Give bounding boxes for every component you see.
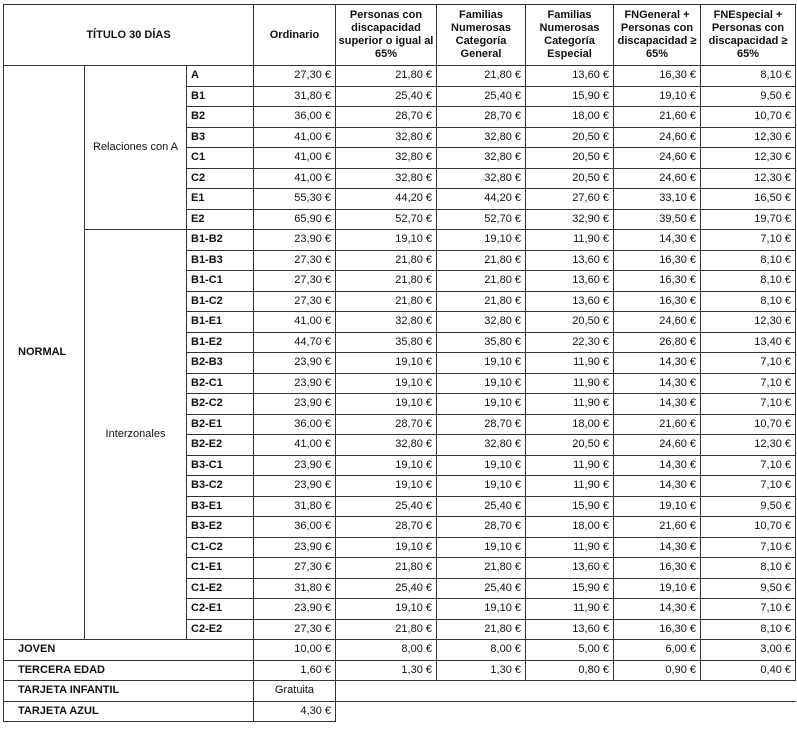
fare-value: 23,90 € <box>254 537 336 558</box>
fare-value: 9,50 € <box>701 496 796 517</box>
fare-value: 16,30 € <box>614 619 701 640</box>
fare-value: 22,30 € <box>526 332 614 353</box>
fare-value: 9,50 € <box>701 578 796 599</box>
zone-code: B3 <box>187 127 254 148</box>
fare-value: 28,70 € <box>437 107 526 128</box>
fare-value: 11,90 € <box>526 537 614 558</box>
fare-value: 11,90 € <box>526 373 614 394</box>
fare-value: 10,70 € <box>701 414 796 435</box>
fare-value: 24,60 € <box>614 127 701 148</box>
fare-value: 7,10 € <box>701 373 796 394</box>
fare-value: 32,80 € <box>437 435 526 456</box>
fare-value: 24,60 € <box>614 148 701 169</box>
fare-value: 11,90 € <box>526 230 614 251</box>
fare-value: 19,10 € <box>614 578 701 599</box>
fare-value: 8,00 € <box>437 640 526 661</box>
fare-value: 21,80 € <box>437 558 526 579</box>
fare-value: 14,30 € <box>614 537 701 558</box>
fare-value: 19,10 € <box>614 86 701 107</box>
fare-value: 19,10 € <box>437 599 526 620</box>
column-header: Personas con discapacidad superior o igual al 65% <box>336 5 437 66</box>
fare-value: 44,70 € <box>254 332 336 353</box>
fare-value: 19,10 € <box>336 230 437 251</box>
fare-value: 35,80 € <box>437 332 526 353</box>
table-row <box>4 66 796 87</box>
fare-value: 9,50 € <box>701 86 796 107</box>
fare-value: 16,30 € <box>614 271 701 292</box>
fare-value: 23,90 € <box>254 394 336 415</box>
fare-value: 25,40 € <box>336 86 437 107</box>
fare-value: 31,80 € <box>254 86 336 107</box>
fare-value: 10,00 € <box>254 640 336 661</box>
table-row <box>4 681 796 702</box>
fare-value: 27,30 € <box>254 619 336 640</box>
fare-value: 19,10 € <box>336 476 437 497</box>
zone-code: B2-E2 <box>187 435 254 456</box>
fare-value: 19,10 € <box>336 599 437 620</box>
fare-value: 25,40 € <box>437 496 526 517</box>
fare-value: 1,30 € <box>336 660 437 681</box>
zone-code: B1-E1 <box>187 312 254 333</box>
fare-value: 13,60 € <box>526 558 614 579</box>
fare-value: 14,30 € <box>614 455 701 476</box>
fare-value: 13,60 € <box>526 619 614 640</box>
column-header: Familias Numerosas Categoría General <box>437 5 526 66</box>
zone-code: B1-C1 <box>187 271 254 292</box>
fare-value: 24,60 € <box>614 312 701 333</box>
fare-value: 19,10 € <box>437 455 526 476</box>
fare-value: 11,90 € <box>526 394 614 415</box>
fare-value: 19,10 € <box>437 373 526 394</box>
fare-value: 8,10 € <box>701 271 796 292</box>
fare-value: 28,70 € <box>437 517 526 538</box>
fare-value: 19,10 € <box>437 230 526 251</box>
fare-value: 21,80 € <box>437 291 526 312</box>
fare-value: 0,40 € <box>701 660 796 681</box>
fare-value: 19,70 € <box>701 209 796 230</box>
fare-value: 41,00 € <box>254 148 336 169</box>
fare-value: 11,90 € <box>526 599 614 620</box>
fare-value: 19,10 € <box>336 455 437 476</box>
fare-value: 10,70 € <box>701 107 796 128</box>
fare-value: 15,90 € <box>526 496 614 517</box>
fare-value: 19,10 € <box>437 353 526 374</box>
fare-value: 19,10 € <box>336 373 437 394</box>
fare-value: 27,30 € <box>254 250 336 271</box>
fare-value: 18,00 € <box>526 414 614 435</box>
fare-value: 32,80 € <box>437 168 526 189</box>
zone-code: C1-C2 <box>187 537 254 558</box>
fare-value: 0,80 € <box>526 660 614 681</box>
fare-value: 8,10 € <box>701 66 796 87</box>
zone-code: B1-C2 <box>187 291 254 312</box>
fare-value: 18,00 € <box>526 107 614 128</box>
fare-value: 14,30 € <box>614 599 701 620</box>
table-row <box>4 701 796 722</box>
fare-value: 7,10 € <box>701 394 796 415</box>
fare-value: 1,30 € <box>437 660 526 681</box>
table-row <box>4 640 796 661</box>
fare-value: 14,30 € <box>614 476 701 497</box>
fare-value: 21,80 € <box>336 291 437 312</box>
zone-code: B1 <box>187 86 254 107</box>
fare-value: 21,80 € <box>336 250 437 271</box>
fare-value: 23,90 € <box>254 353 336 374</box>
fare-value: 36,00 € <box>254 414 336 435</box>
zone-code: E2 <box>187 209 254 230</box>
fare-value: 23,90 € <box>254 599 336 620</box>
fare-value: 39,50 € <box>614 209 701 230</box>
zone-code: E1 <box>187 189 254 210</box>
fare-value: 12,30 € <box>701 435 796 456</box>
fare-value: 20,50 € <box>526 168 614 189</box>
fare-value: 28,70 € <box>336 414 437 435</box>
fare-value: 14,30 € <box>614 373 701 394</box>
fare-value: 27,30 € <box>254 271 336 292</box>
fare-value: 16,50 € <box>701 189 796 210</box>
fare-value: 25,40 € <box>336 578 437 599</box>
fare-value: 24,60 € <box>614 168 701 189</box>
fare-value: 41,00 € <box>254 127 336 148</box>
fare-value: 55,30 € <box>254 189 336 210</box>
fare-value: 35,80 € <box>336 332 437 353</box>
fare-value: 13,60 € <box>526 291 614 312</box>
fare-value: 21,80 € <box>437 271 526 292</box>
zone-code: B2-C2 <box>187 394 254 415</box>
fare-value: 28,70 € <box>437 414 526 435</box>
fare-value: 19,10 € <box>437 476 526 497</box>
fare-value: 12,30 € <box>701 168 796 189</box>
fare-value: 19,10 € <box>437 394 526 415</box>
zone-code: C1-E1 <box>187 558 254 579</box>
fare-value: 21,80 € <box>336 271 437 292</box>
fare-value: 19,10 € <box>614 496 701 517</box>
fare-value: 44,20 € <box>336 189 437 210</box>
fare-value: 19,10 € <box>336 394 437 415</box>
fare-value: 18,00 € <box>526 517 614 538</box>
empty-cell <box>336 701 796 722</box>
zone-code: C2-E2 <box>187 619 254 640</box>
zone-code: B1-E2 <box>187 332 254 353</box>
row-label: TARJETA AZUL <box>4 701 254 722</box>
fare-value: 21,80 € <box>336 558 437 579</box>
fare-value: 13,40 € <box>701 332 796 353</box>
fare-value: 20,50 € <box>526 312 614 333</box>
fare-value: 32,80 € <box>336 148 437 169</box>
fare-value: 19,10 € <box>336 353 437 374</box>
zone-code: B2-E1 <box>187 414 254 435</box>
fare-value: 7,10 € <box>701 599 796 620</box>
fare-value: 41,00 € <box>254 435 336 456</box>
fare-value: 14,30 € <box>614 230 701 251</box>
fare-value: 7,10 € <box>701 537 796 558</box>
fare-value: 0,90 € <box>614 660 701 681</box>
fare-value: 7,10 € <box>701 455 796 476</box>
table-row <box>4 660 796 681</box>
fare-value: 20,50 € <box>526 435 614 456</box>
fare-value: 19,10 € <box>437 537 526 558</box>
fare-value: 32,80 € <box>437 148 526 169</box>
fare-value: 15,90 € <box>526 578 614 599</box>
fare-value: 28,70 € <box>336 517 437 538</box>
fare-value: 21,60 € <box>614 107 701 128</box>
fare-value: 36,00 € <box>254 517 336 538</box>
fare-value: 21,60 € <box>614 414 701 435</box>
fare-value: 41,00 € <box>254 168 336 189</box>
zone-code: C2 <box>187 168 254 189</box>
fare-value: 44,20 € <box>437 189 526 210</box>
fare-value: 21,80 € <box>437 250 526 271</box>
fare-value: 3,00 € <box>701 640 796 661</box>
fare-value: 12,30 € <box>701 312 796 333</box>
fare-value: 27,30 € <box>254 558 336 579</box>
fare-value: Gratuita <box>254 681 336 702</box>
zone-code: B2-C1 <box>187 373 254 394</box>
fare-value: 13,60 € <box>526 271 614 292</box>
fare-value: 27,30 € <box>254 66 336 87</box>
group-label: Relaciones con A <box>85 66 187 230</box>
column-header: FNEspecial + Personas con discapacidad ≥ 65% <box>701 5 796 66</box>
fare-value: 21,80 € <box>437 66 526 87</box>
fare-value: 65,90 € <box>254 209 336 230</box>
fare-value: 7,10 € <box>701 230 796 251</box>
fare-value: 25,40 € <box>336 496 437 517</box>
fare-value: 16,30 € <box>614 66 701 87</box>
fare-value: 13,60 € <box>526 250 614 271</box>
fare-value: 41,00 € <box>254 312 336 333</box>
fare-value: 5,00 € <box>526 640 614 661</box>
fare-value: 28,70 € <box>336 107 437 128</box>
fare-value: 4,30 € <box>254 701 336 722</box>
fare-value: 8,10 € <box>701 558 796 579</box>
zone-code: B3-E1 <box>187 496 254 517</box>
fare-value: 14,30 € <box>614 394 701 415</box>
fare-value: 32,80 € <box>336 168 437 189</box>
fare-value: 32,80 € <box>437 127 526 148</box>
fare-value: 16,30 € <box>614 250 701 271</box>
fare-value: 8,10 € <box>701 250 796 271</box>
fare-value: 32,80 € <box>437 312 526 333</box>
fare-value: 27,60 € <box>526 189 614 210</box>
table-body <box>4 66 796 722</box>
fare-value: 32,80 € <box>336 127 437 148</box>
fare-value: 19,10 € <box>336 537 437 558</box>
fare-value: 23,90 € <box>254 476 336 497</box>
header-row <box>4 5 796 66</box>
fare-value: 8,00 € <box>336 640 437 661</box>
fare-value: 31,80 € <box>254 496 336 517</box>
row-label: TARJETA INFANTIL <box>4 681 254 702</box>
fare-value: 25,40 € <box>437 578 526 599</box>
group-label: Interzonales <box>85 230 187 640</box>
row-label: JOVEN <box>4 640 254 661</box>
zone-code: B3-E2 <box>187 517 254 538</box>
fare-value: 23,90 € <box>254 455 336 476</box>
fare-value: 16,30 € <box>614 558 701 579</box>
fare-value: 1,60 € <box>254 660 336 681</box>
fare-value: 33,10 € <box>614 189 701 210</box>
fare-value: 21,80 € <box>437 619 526 640</box>
fare-value: 6,00 € <box>614 640 701 661</box>
zone-code: B1-B2 <box>187 230 254 251</box>
table-title: TÍTULO 30 DÍAS <box>4 5 254 66</box>
zone-code: B2-B3 <box>187 353 254 374</box>
fare-value: 21,80 € <box>336 619 437 640</box>
empty-cell <box>336 681 796 702</box>
fare-value: 26,80 € <box>614 332 701 353</box>
column-header: Ordinario <box>254 5 336 66</box>
fare-value: 11,90 € <box>526 476 614 497</box>
fare-value: 11,90 € <box>526 353 614 374</box>
column-header: Familias Numerosas Categoría Especial <box>526 5 614 66</box>
fare-value: 16,30 € <box>614 291 701 312</box>
fare-value: 14,30 € <box>614 353 701 374</box>
fare-value: 23,90 € <box>254 230 336 251</box>
zone-code: B3-C1 <box>187 455 254 476</box>
zone-code: B3-C2 <box>187 476 254 497</box>
fare-value: 36,00 € <box>254 107 336 128</box>
fare-value: 32,80 € <box>336 312 437 333</box>
fare-value: 12,30 € <box>701 127 796 148</box>
fare-value: 12,30 € <box>701 148 796 169</box>
fare-value: 10,70 € <box>701 517 796 538</box>
fare-value: 23,90 € <box>254 373 336 394</box>
fare-value: 8,10 € <box>701 291 796 312</box>
fare-value: 7,10 € <box>701 353 796 374</box>
fare-value: 20,50 € <box>526 127 614 148</box>
fare-value: 52,70 € <box>336 209 437 230</box>
fare-value: 52,70 € <box>437 209 526 230</box>
zone-code: C1-E2 <box>187 578 254 599</box>
fare-value: 20,50 € <box>526 148 614 169</box>
zone-code: B1-B3 <box>187 250 254 271</box>
fare-value: 13,60 € <box>526 66 614 87</box>
fare-value: 21,80 € <box>336 66 437 87</box>
fare-value: 25,40 € <box>437 86 526 107</box>
fare-value: 32,80 € <box>336 435 437 456</box>
zone-code: C2-E1 <box>187 599 254 620</box>
zone-code: A <box>187 66 254 87</box>
fare-value: 8,10 € <box>701 619 796 640</box>
fare-value: 7,10 € <box>701 476 796 497</box>
zone-code: B2 <box>187 107 254 128</box>
fare-value: 21,60 € <box>614 517 701 538</box>
fare-value: 15,90 € <box>526 86 614 107</box>
fare-value: 24,60 € <box>614 435 701 456</box>
fare-value: 32,90 € <box>526 209 614 230</box>
fare-value: 31,80 € <box>254 578 336 599</box>
fare-value: 27,30 € <box>254 291 336 312</box>
table-row <box>4 230 796 251</box>
fare-table <box>3 4 796 722</box>
section-label-normal: NORMAL <box>4 66 85 640</box>
fare-value: 11,90 € <box>526 455 614 476</box>
row-label: TERCERA EDAD <box>4 660 254 681</box>
column-header: FNGeneral + Personas con discapacidad ≥ 65% <box>614 5 701 66</box>
zone-code: C1 <box>187 148 254 169</box>
